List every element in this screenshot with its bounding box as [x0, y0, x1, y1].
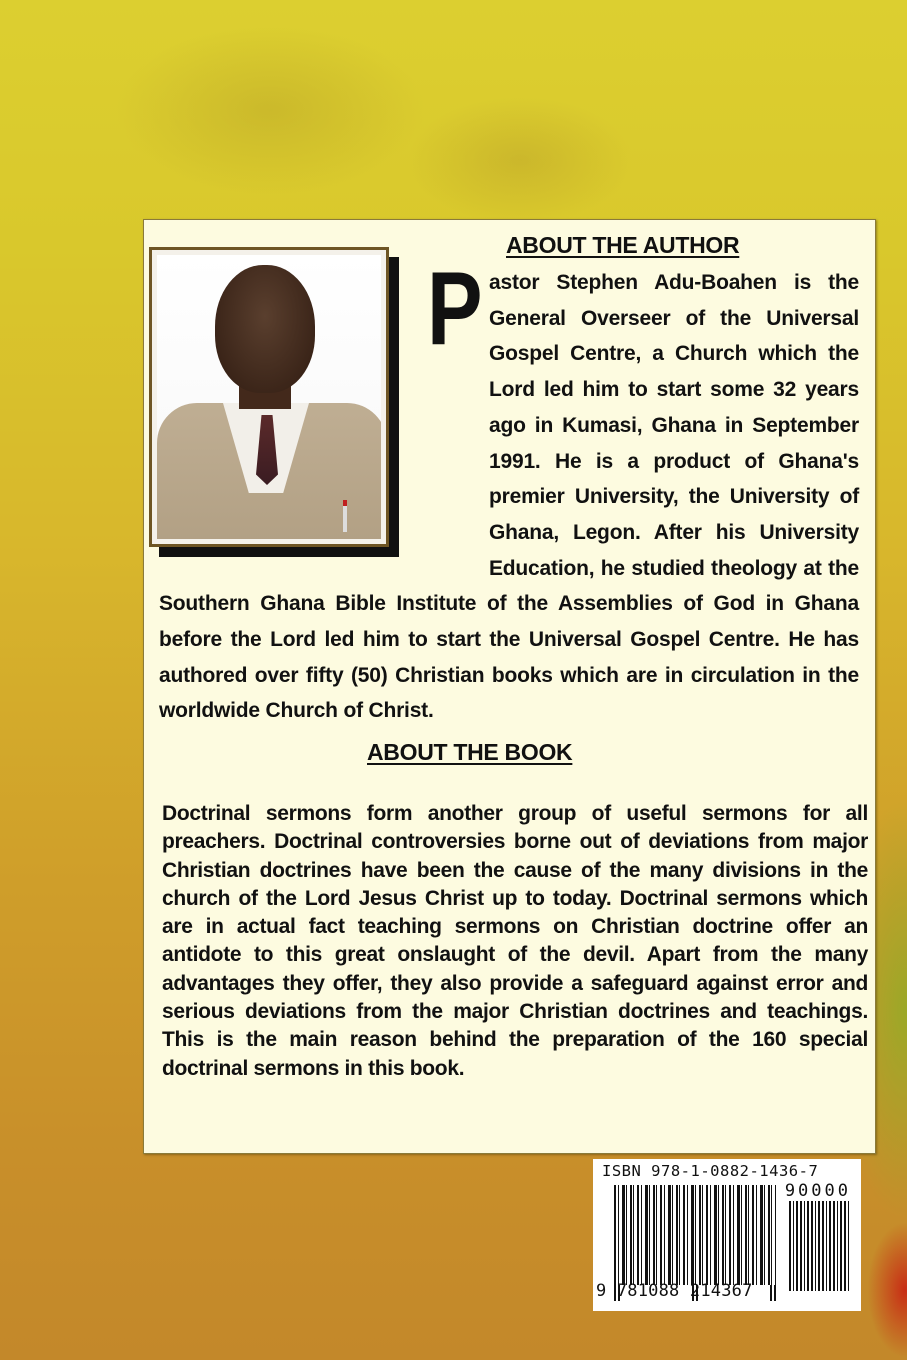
barcode-guard-right: [770, 1285, 772, 1301]
about-author-text: [159, 251, 859, 729]
about-book-heading: ABOUT THE BOOK: [367, 739, 573, 765]
layout-spacer: [159, 251, 489, 551]
isbn-label: ISBN 978-1-0882-1436-7: [602, 1162, 819, 1180]
drop-cap: P: [427, 251, 483, 367]
about-book-text: Doctrinal sermons form another group of useful sermons for all preachers. Doctrinal controversies borne out of deviations from major Christian doctrines have been the cause of the many divisions in the church of the Lord Jesus Christ up to today. Doctrinal sermons which are in actual fact teaching sermons on Christian doctrine offer an antidote to this great onslaught of the devil. Apart from the many advantages they offer, they also provide a safeguard against error and serious deviations from the major Christian doctrines and teachings. This is the main reason behind the preparation of the 160 special doctrinal sermons in this book.: [162, 802, 868, 1080]
price-code: 90000: [784, 1181, 851, 1201]
ean-digits: 9 781088 214367: [596, 1281, 753, 1301]
about-author-body: astor Stephen Adu-Boahen is the General Overseer of the Universal Gospel Centre, a Church which the Lord led him to start some 32 years ago in Kumasi, Ghana in September 1991. He is a product of Ghana's premier University, the University of Ghana, Legon. After his University Education, he studied theology at the Southern Ghana Bible Institute of the Assemblies of God in Ghana before the Lord led him to start the Universal Gospel Centre. He has authored over fifty (50) Christian books which are in circulation in the worldwide Church of Christ.: [159, 271, 859, 723]
isbn-barcode: [593, 1159, 861, 1311]
about-author-heading: ABOUT THE AUTHOR: [506, 232, 740, 258]
barcode-guard-right-2: [774, 1285, 776, 1301]
addon-barcode-bars: [789, 1201, 851, 1291]
info-panel: [143, 219, 876, 1154]
